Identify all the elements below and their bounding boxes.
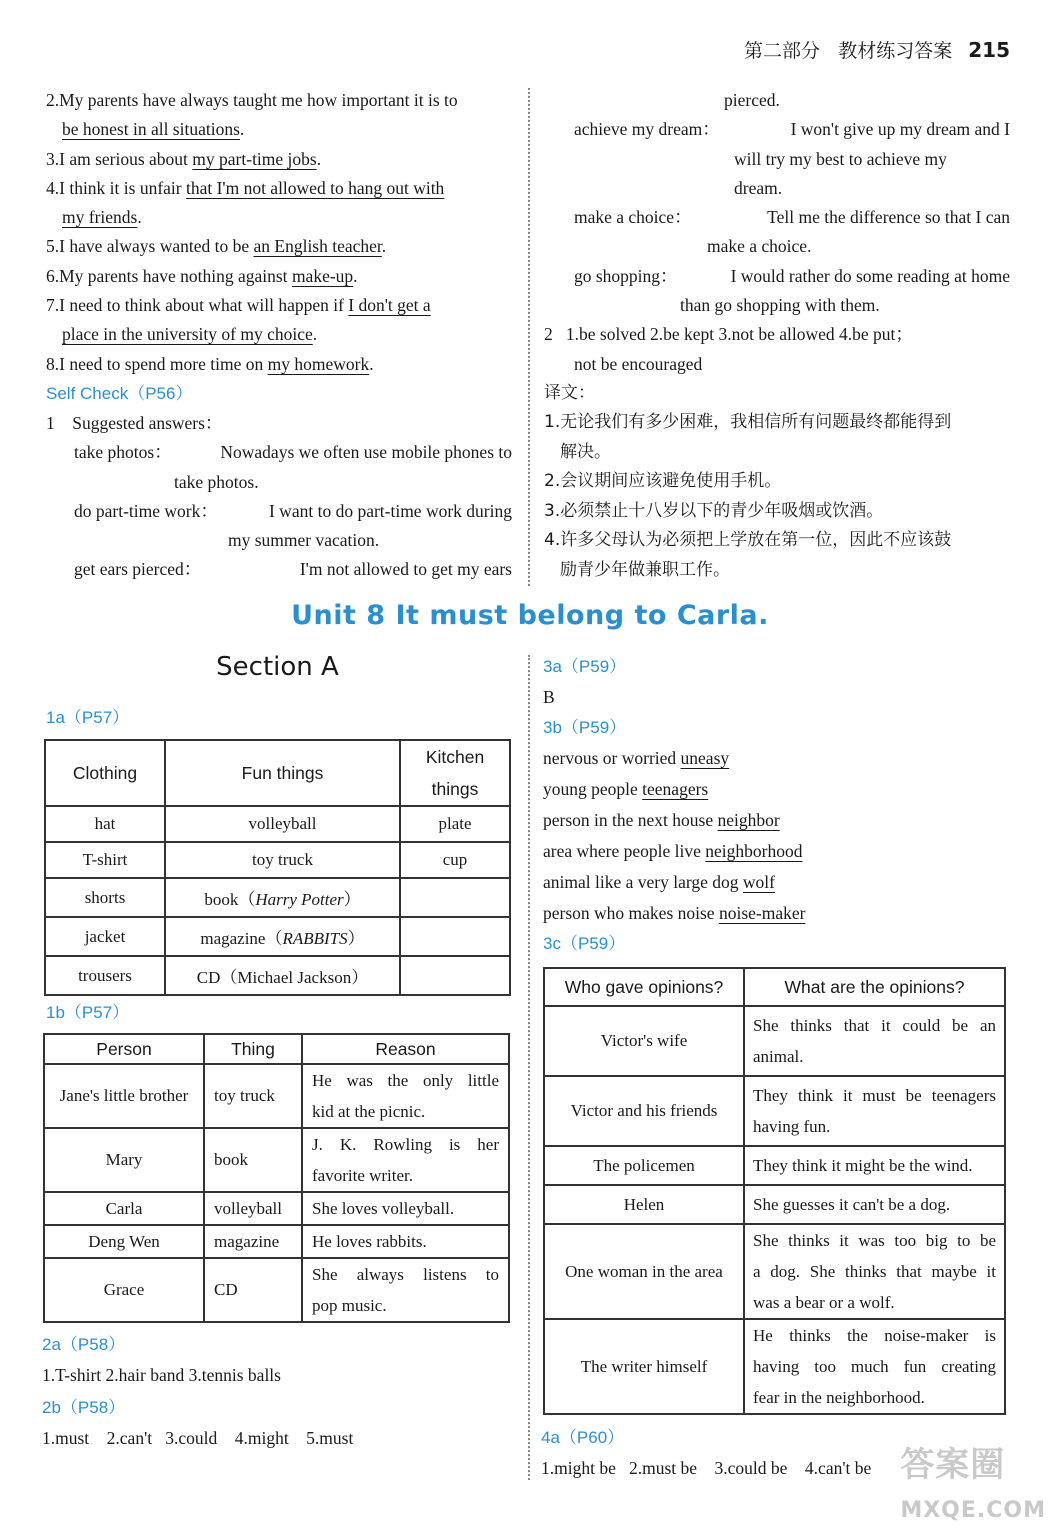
answer-punct: . bbox=[316, 148, 322, 169]
definition-item bbox=[543, 774, 1009, 805]
label-4a: 4a（P60） bbox=[541, 1428, 625, 1447]
opinion-line: He thinks the noise-maker is bbox=[753, 1326, 996, 1345]
reason-cell bbox=[302, 1128, 509, 1192]
table-cell bbox=[400, 917, 510, 956]
watermark-logo: 答案圈 MXQE.COM bbox=[900, 1445, 1046, 1523]
person-cell: Carla bbox=[44, 1192, 204, 1225]
header-kitchen-things: Kitchen things bbox=[400, 740, 510, 806]
answer-punct: . bbox=[369, 353, 374, 374]
phrase-key: make a choice： bbox=[574, 207, 692, 228]
opinion-line: was a bear or a wolf. bbox=[753, 1293, 895, 1312]
translation-line: 1.无论我们有多少困难，我相信所有问题最终都能得到 bbox=[544, 412, 952, 433]
item-title: Harry Potter bbox=[255, 890, 344, 909]
word: teenagers bbox=[642, 779, 709, 799]
item-paren: ） bbox=[351, 968, 369, 987]
who-cell: The writer himself bbox=[544, 1319, 744, 1414]
who-cell: Helen bbox=[544, 1185, 744, 1224]
definition: young people bbox=[543, 779, 643, 799]
self-check-item bbox=[46, 497, 512, 526]
translation-line: 解决。 bbox=[560, 441, 611, 462]
header-thing: Thing bbox=[204, 1034, 302, 1064]
answers-4a: 1.might be 2.must be 3.could be 4.can't be bbox=[541, 1458, 872, 1478]
thing-cell: toy truck bbox=[204, 1064, 302, 1128]
answer-underlined: be honest in all situations bbox=[62, 119, 240, 140]
table-row bbox=[44, 1258, 509, 1322]
reason-line: favorite writer. bbox=[312, 1166, 414, 1185]
label-3a: 3a（P59） bbox=[543, 657, 627, 676]
reason-line: pop music. bbox=[312, 1296, 387, 1315]
definition: person who makes noise bbox=[543, 903, 719, 923]
table-row bbox=[45, 878, 510, 917]
definition: area where people live bbox=[543, 841, 706, 861]
person-cell: Jane's little brother bbox=[44, 1064, 204, 1128]
answer-underlined: my homework bbox=[267, 353, 370, 374]
header-clothing: Clothing bbox=[45, 740, 165, 806]
section-a-heading: Section A bbox=[216, 652, 339, 682]
answer-line bbox=[46, 232, 512, 261]
self-check-item-cont bbox=[46, 468, 512, 497]
table-cell bbox=[165, 956, 400, 995]
definition: animal like a very large dog bbox=[543, 872, 743, 892]
phrase-sentence: I won't give up my dream and I bbox=[790, 119, 1010, 140]
thing-cell: CD bbox=[204, 1258, 302, 1322]
phrase-sentence: Tell me the difference so that I can bbox=[767, 207, 1010, 228]
header-what: What are the opinions? bbox=[744, 968, 1005, 1006]
table-row bbox=[45, 917, 510, 956]
table-row bbox=[544, 1224, 1005, 1319]
table-row bbox=[44, 1225, 509, 1258]
phrase-item-cont bbox=[544, 232, 1010, 261]
answer-punct: . bbox=[137, 207, 142, 228]
answer-line bbox=[46, 86, 512, 115]
word: uneasy bbox=[680, 748, 730, 768]
answer-punct: . bbox=[381, 236, 387, 257]
phrase-key: do part-time work： bbox=[74, 500, 218, 521]
definition-item bbox=[543, 743, 1009, 774]
table-cell: shorts bbox=[45, 878, 165, 917]
table-cell: T-shirt bbox=[45, 842, 165, 878]
phrase-sentence-cont: take photos. bbox=[174, 471, 259, 492]
answer-line bbox=[46, 291, 512, 320]
answer-text: 2.My parents have always taught me how important it is to bbox=[46, 90, 458, 110]
table-cell bbox=[400, 956, 510, 995]
definition-item bbox=[543, 805, 1009, 836]
opinion-cell bbox=[744, 1146, 1005, 1185]
page-header bbox=[744, 36, 1010, 63]
definition-item bbox=[543, 836, 1009, 867]
answer-underlined: place in the university of my choice bbox=[62, 324, 313, 345]
reason-cell bbox=[302, 1192, 509, 1225]
answer-line bbox=[46, 115, 512, 144]
header-person: Person bbox=[44, 1034, 204, 1064]
right-bottom-column bbox=[543, 652, 1009, 959]
phrase-key: take photos： bbox=[74, 442, 172, 463]
table-cell: volleyball bbox=[165, 806, 400, 842]
definition-item bbox=[543, 898, 1009, 929]
who-cell: Victor's wife bbox=[544, 1006, 744, 1076]
table-1b bbox=[43, 1033, 510, 1323]
self-check-item bbox=[46, 438, 512, 467]
table-row bbox=[45, 806, 510, 842]
table-cell bbox=[400, 878, 510, 917]
opinion-line: having too much fun creating bbox=[753, 1357, 996, 1376]
reason-line: She always listens to bbox=[312, 1265, 499, 1284]
table-row bbox=[544, 1185, 1005, 1224]
table-row bbox=[544, 1319, 1005, 1414]
answer-underlined: that I'm not allowed to hang out with bbox=[185, 177, 445, 198]
translation-line: 4.许多父母认为必须把上学放在第一位，因此不应该鼓 bbox=[544, 530, 952, 551]
column-divider-bottom bbox=[528, 655, 530, 1480]
translation-line: 励青少年做兼职工作。 bbox=[560, 559, 730, 580]
phrase-item-cont bbox=[544, 174, 1010, 203]
person-cell: Grace bbox=[44, 1258, 204, 1322]
translation-label: 译文： bbox=[544, 382, 595, 403]
phrase-sentence: I want to do part-time work during bbox=[268, 500, 512, 521]
thing-cell: book bbox=[204, 1128, 302, 1192]
opinion-cell bbox=[744, 1319, 1005, 1414]
answer-line bbox=[46, 174, 512, 203]
opinion-line: She thinks it was too big to be bbox=[753, 1231, 996, 1250]
thing-cell: volleyball bbox=[204, 1192, 302, 1225]
reason-cell bbox=[302, 1258, 509, 1322]
item-paren: ） bbox=[347, 929, 365, 948]
opinion-cell bbox=[744, 1224, 1005, 1319]
table-cell: trousers bbox=[45, 956, 165, 995]
who-cell: One woman in the area bbox=[544, 1224, 744, 1319]
phrase-item-cont bbox=[544, 291, 1010, 320]
item-name: book（ bbox=[204, 890, 256, 909]
answer-underlined: make-up bbox=[291, 265, 354, 286]
opinion-line: a dog. She thinks that maybe it bbox=[753, 1262, 996, 1281]
answer-punct: . bbox=[312, 324, 318, 345]
answer-line bbox=[46, 203, 512, 232]
reason-line: J. K. Rowling is her bbox=[312, 1135, 499, 1154]
phrase-key: get ears pierced： bbox=[74, 559, 202, 580]
phrase-sentence-cont: make a choice. bbox=[707, 236, 812, 257]
opinion-line: having fun. bbox=[753, 1117, 831, 1136]
answers-2a: 1.T-shirt 2.hair band 3.tennis balls bbox=[42, 1365, 281, 1385]
phrase-key: achieve my dream： bbox=[574, 119, 720, 140]
left-top-column bbox=[46, 86, 512, 585]
table-row bbox=[45, 956, 510, 995]
reason-line: He was the only little bbox=[312, 1071, 499, 1090]
table-3c bbox=[543, 967, 1006, 1415]
answer-underlined: my friends bbox=[62, 207, 138, 228]
table-row bbox=[544, 1006, 1005, 1076]
answer-text: 5.I have always wanted to be bbox=[46, 236, 254, 257]
column-divider-top bbox=[528, 88, 530, 586]
item-paren: ） bbox=[343, 890, 361, 909]
label-2a: 2a（P58） bbox=[42, 1335, 126, 1354]
item-title: Michael Jackson bbox=[237, 968, 352, 987]
answer-3a: B bbox=[543, 687, 555, 707]
answer-punct: . bbox=[239, 119, 245, 140]
page-number: 215 bbox=[968, 38, 1010, 62]
phrase-item bbox=[544, 262, 1010, 291]
answer-text: 3.I am serious about bbox=[46, 148, 193, 169]
who-cell: Victor and his friends bbox=[544, 1076, 744, 1146]
translation-line: 2.会议期间应该避免使用手机。 bbox=[544, 471, 782, 492]
header-reason: Reason bbox=[302, 1034, 509, 1064]
answer-text: 8.I need to spend more time on bbox=[46, 353, 268, 374]
table-cell: plate bbox=[400, 806, 510, 842]
person-cell: Mary bbox=[44, 1128, 204, 1192]
item-name: CD（ bbox=[196, 968, 238, 987]
opinion-line: They think it must be teenagers bbox=[753, 1086, 996, 1105]
phrase-sentence: I would rather do some reading at home bbox=[730, 265, 1010, 286]
answer-line bbox=[46, 145, 512, 174]
table-cell: cup bbox=[400, 842, 510, 878]
opinion-cell bbox=[744, 1185, 1005, 1224]
reason-line: kid at the picnic. bbox=[312, 1102, 426, 1121]
header-part: 第二部分 bbox=[744, 40, 821, 62]
self-check-item-cont bbox=[46, 526, 512, 555]
header-who: Who gave opinions? bbox=[544, 968, 744, 1006]
table-row bbox=[544, 1146, 1005, 1185]
self-check-label: Self Check（P56） bbox=[46, 383, 193, 403]
phrase-sentence-cont: than go shopping with them. bbox=[680, 295, 880, 316]
answer-text: 6.My parents have nothing against bbox=[46, 265, 292, 286]
table-row bbox=[544, 1076, 1005, 1146]
reason-line: He loves rabbits. bbox=[312, 1232, 427, 1251]
phrase-sentence-cont: dream. bbox=[734, 177, 783, 198]
table-row bbox=[45, 842, 510, 878]
answer-punct: . bbox=[353, 265, 358, 286]
phrase-sentence-cont: my summer vacation. bbox=[228, 530, 380, 551]
q2-answers: 2 1.be solved 2.be kept 3.not be allowed 4.be put； bbox=[544, 324, 913, 345]
reason-cell bbox=[302, 1064, 509, 1128]
answer-underlined: an English teacher bbox=[253, 236, 382, 257]
phrase-item-cont bbox=[544, 145, 1010, 174]
opinion-line: She thinks that it could be an bbox=[753, 1016, 996, 1035]
right-top-column bbox=[544, 86, 1010, 585]
answer-line bbox=[46, 320, 512, 349]
reason-line: She loves volleyball. bbox=[312, 1199, 455, 1218]
table-row bbox=[44, 1064, 509, 1128]
definition: person in the next house bbox=[543, 810, 718, 830]
answer-underlined: I don't get a bbox=[348, 295, 431, 316]
label-3b: 3b（P59） bbox=[543, 718, 627, 737]
table-row bbox=[44, 1192, 509, 1225]
person-cell: Deng Wen bbox=[44, 1225, 204, 1258]
table-cell bbox=[165, 917, 400, 956]
phrase-item bbox=[544, 115, 1010, 144]
table-1a bbox=[44, 739, 511, 996]
answer-line bbox=[46, 262, 512, 291]
opinion-cell bbox=[744, 1076, 1005, 1146]
label-1a: 1a（P57） bbox=[46, 708, 130, 727]
opinion-cell bbox=[744, 1006, 1005, 1076]
label-2b: 2b（P58） bbox=[42, 1398, 126, 1417]
definition: nervous or worried bbox=[543, 748, 681, 768]
who-cell: The policemen bbox=[544, 1146, 744, 1185]
table-cell: jacket bbox=[45, 917, 165, 956]
translation-line: 3.必须禁止十八岁以下的青少年吸烟或饮酒。 bbox=[544, 500, 884, 521]
word: wolf bbox=[742, 872, 775, 892]
answers-2b: 1.must 2.can't 3.could 4.might 5.must bbox=[42, 1428, 354, 1448]
table-cell: toy truck bbox=[165, 842, 400, 878]
phrase-item bbox=[544, 203, 1010, 232]
phrase-key: go shopping： bbox=[574, 265, 678, 286]
reason-cell bbox=[302, 1225, 509, 1258]
answer-line bbox=[46, 350, 512, 379]
header-title: 教材练习答案 bbox=[838, 40, 953, 62]
answer-underlined: my part-time jobs bbox=[192, 148, 317, 169]
opinion-line: animal. bbox=[753, 1047, 804, 1066]
word: noise-maker bbox=[718, 903, 806, 923]
answer-text: 4.I think it is unfair bbox=[46, 177, 186, 198]
self-check-item bbox=[46, 555, 512, 584]
label-1b: 1b（P57） bbox=[46, 1003, 130, 1022]
opinion-line: fear in the neighborhood. bbox=[753, 1388, 925, 1407]
label-3c: 3c（P59） bbox=[543, 934, 626, 953]
word: neighborhood bbox=[705, 841, 803, 861]
answer-text: 7.I need to think about what will happen if bbox=[46, 295, 349, 316]
table-row bbox=[44, 1128, 509, 1192]
word: neighbor bbox=[717, 810, 780, 830]
header-fun-things: Fun things bbox=[165, 740, 400, 806]
table-cell: hat bbox=[45, 806, 165, 842]
item-title: RABBITS bbox=[282, 929, 348, 948]
unit-title: Unit 8 It must belong to Carla. bbox=[291, 600, 769, 631]
opinion-line: She guesses it can't be a dog. bbox=[753, 1195, 951, 1214]
opinion-line: They think it might be the wind. bbox=[753, 1156, 973, 1175]
thing-cell: magazine bbox=[204, 1225, 302, 1258]
q2-answers-cont: not be encouraged bbox=[574, 353, 703, 374]
phrase-sentence: Nowadays we often use mobile phones to bbox=[220, 442, 512, 463]
pierced-continuation: pierced. bbox=[724, 90, 780, 110]
definition-item bbox=[543, 867, 1009, 898]
self-check-intro: 1 Suggested answers： bbox=[46, 412, 223, 433]
item-name: magazine（ bbox=[200, 929, 283, 948]
phrase-sentence: I'm not allowed to get my ears bbox=[299, 559, 512, 580]
table-cell bbox=[165, 878, 400, 917]
phrase-sentence-cont: will try my best to achieve my bbox=[734, 148, 947, 169]
